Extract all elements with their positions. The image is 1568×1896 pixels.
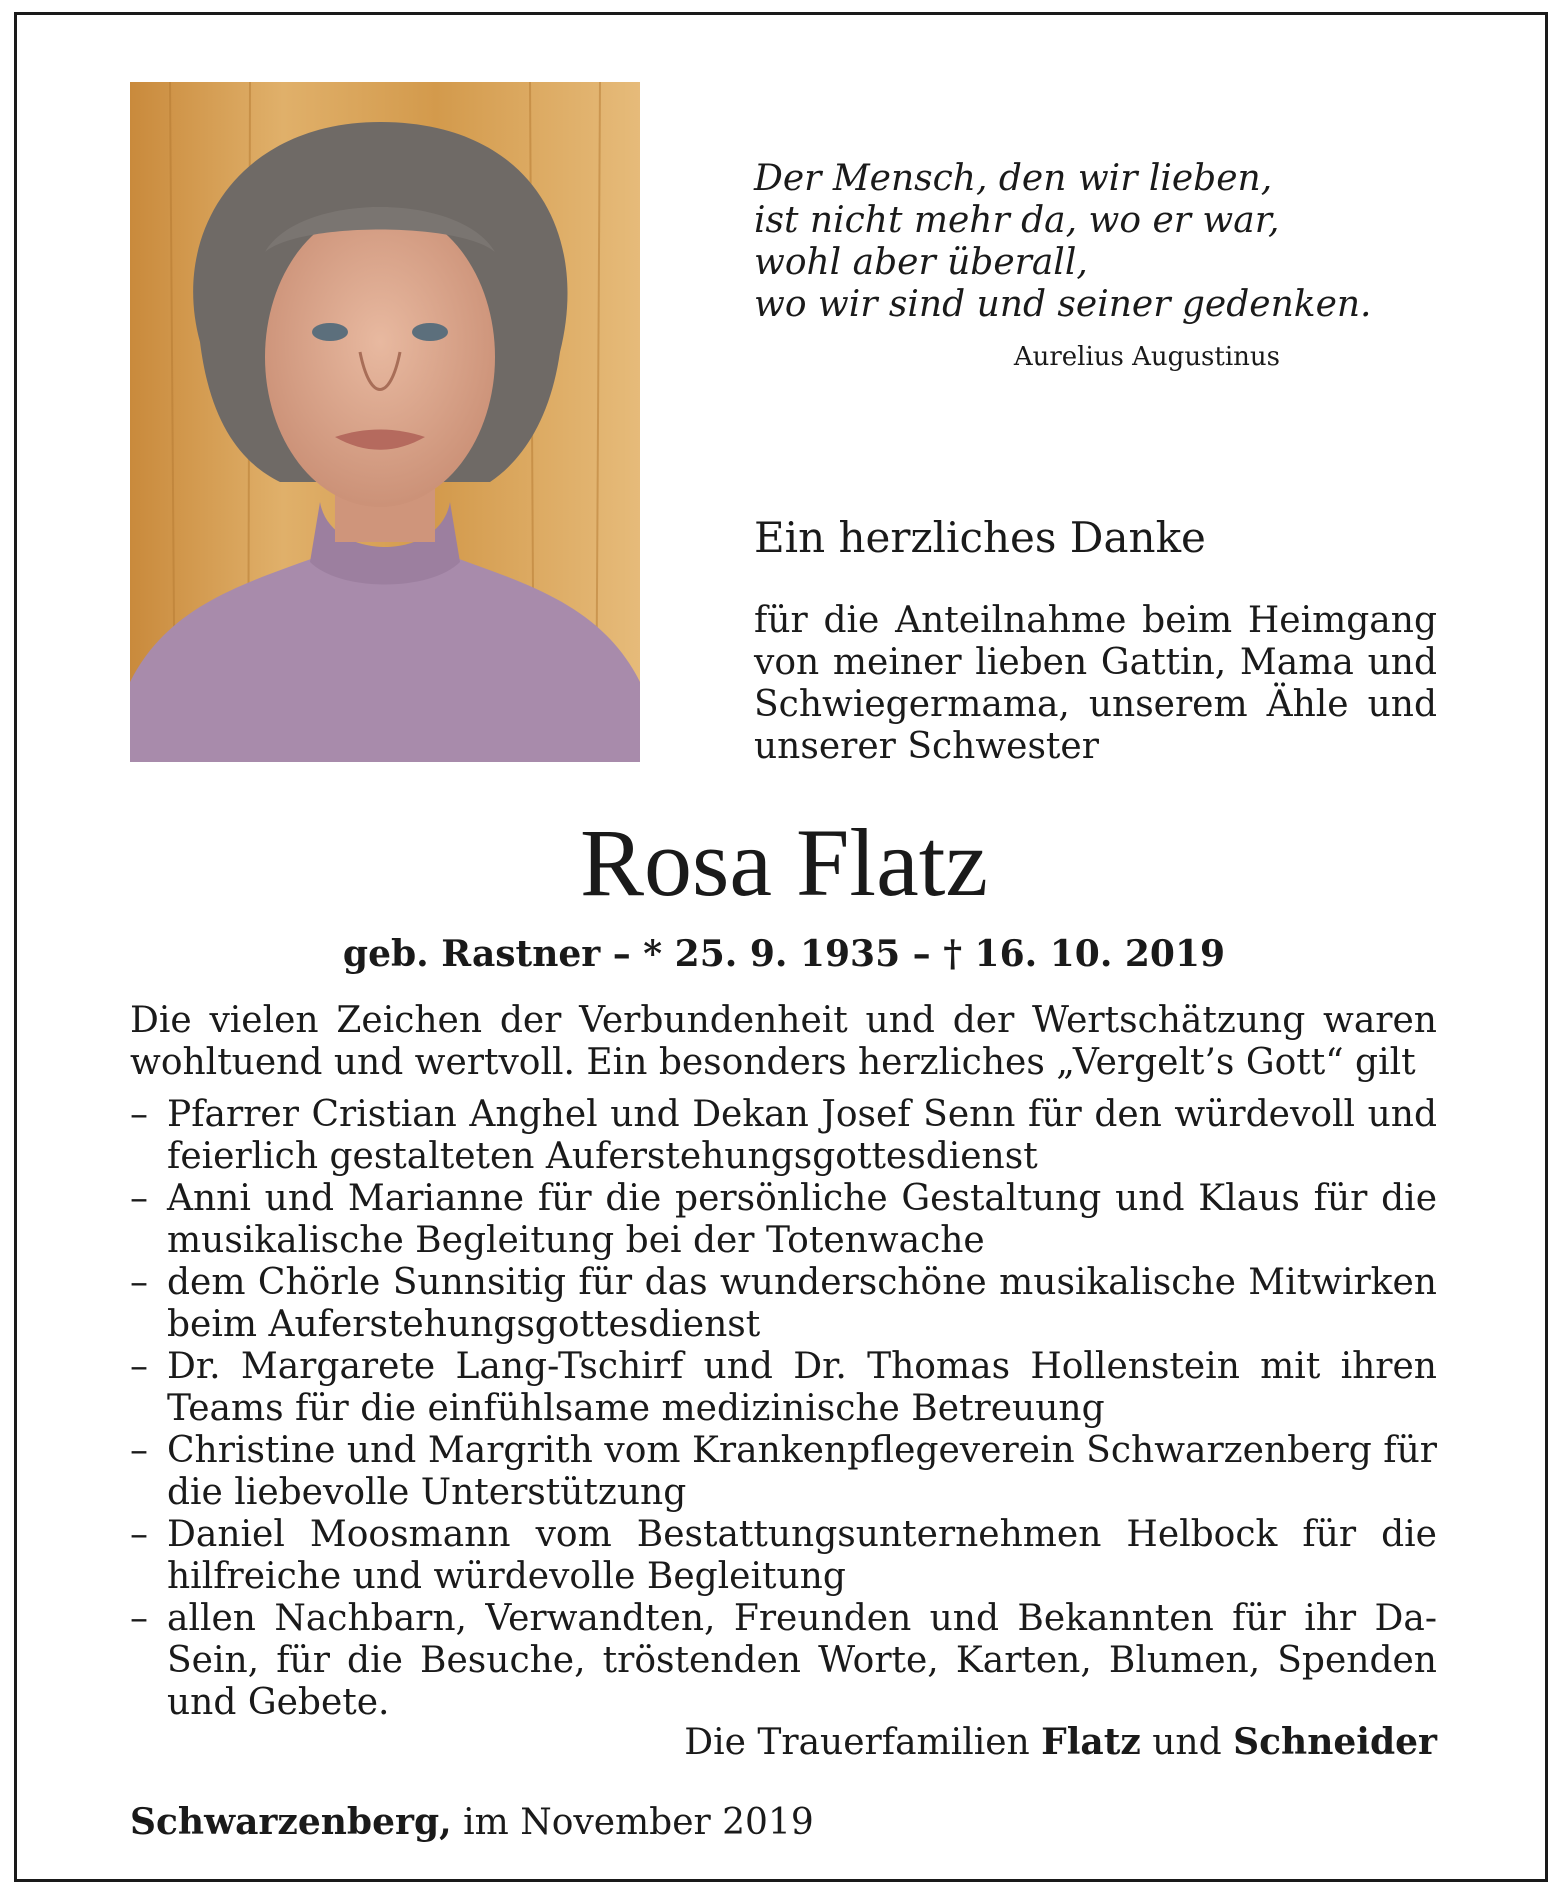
family-prefix: Die Trauerfamilien [684,1722,1042,1763]
quote-line: ist nicht mehr da, wo er war, [754,200,1280,241]
dash: – [130,1598,148,1639]
list-item-text: Daniel Moosmann vom Bestattungsunternehmen Helbock für die hilfreiche und würdevolle Begleitung [167,1514,1437,1597]
family-joiner: und [1140,1722,1234,1763]
signature-families [600,1720,1437,1765]
list-item [130,1598,1437,1724]
list-item [130,1514,1437,1598]
list-item-text: Christine und Margrith vom Krankenpflegeverein Schwarzenberg für die liebevolle Unterstützung [167,1430,1437,1513]
portrait-photo [130,82,640,762]
dash: – [130,1430,148,1471]
list-item-text: dem Chörle Sunnsitig für das wunderschöne musikalische Mitwirken beim Auferstehungsgottesdienst [167,1262,1437,1345]
thanks-text: für die Anteilnahme beim Heimgang von meiner lieben Gattin, Mama und Schwiegermama, unserem Ähle und unserer Schwester [754,600,1437,767]
place-name: Schwarzenberg, [130,1801,452,1843]
list-item [130,1346,1437,1430]
dash: – [130,1094,148,1135]
thanks-list [130,1094,1437,1724]
quote-author: Aurelius Augustinus [1013,342,1280,372]
intro-paragraph: Die vielen Zeichen der Verbundenheit und der Wertschätzung waren wohltuend und wertvoll. Ein besonders herzliches „Vergelt’s Gott“ gilt [130,1000,1437,1083]
list-item [130,1094,1437,1178]
date-text: im November 2019 [451,1802,814,1843]
dash: – [130,1178,148,1219]
family-name-flatz: Flatz [1041,1721,1141,1763]
deceased-name: Rosa Flatz [580,809,988,916]
list-item-text: Pfarrer Cristian Anghel und Dekan Josef Senn für den würdevoll und feierlich gestalteten Auferstehungsgottesdienst [167,1094,1437,1177]
quote-line: wo wir sind und seiner gedenken. [754,284,1372,325]
quote-line: wohl aber überall, [754,242,1088,283]
family-name-schneider: Schneider [1233,1721,1437,1763]
list-item-text: Dr. Margarete Lang-Tschirf und Dr. Thomas Hollenstein mit ihren Teams für die einfühlsame medizinische Betreuung [167,1346,1437,1429]
dash: – [130,1262,148,1303]
list-item [130,1430,1437,1514]
birth-death-line: geb. Rastner – * 25. 9. 1935 – † 16. 10. 2019 [342,933,1226,975]
thanks-heading: Ein herzliches Danke [754,513,1206,562]
epigraph-quote [754,158,1372,326]
portrait-photo-elderly-woman-icon [130,82,640,762]
place-date [130,1800,814,1845]
list-item [130,1178,1437,1262]
list-item-text: allen Nachbarn, Verwandten, Freunden und Bekannten für ihr Da-Sein, für die Besuche, tröstenden Worte, Karten, Blumen, Spenden und Gebete. [167,1598,1437,1723]
list-item [130,1262,1437,1346]
quote-line: Der Mensch, den wir lieben, [754,158,1273,199]
dash: – [130,1346,148,1387]
list-item-text: Anni und Marianne für die persönliche Gestaltung und Klaus für die musikalische Begleitung bei der Totenwache [167,1178,1437,1261]
dash: – [130,1514,148,1555]
